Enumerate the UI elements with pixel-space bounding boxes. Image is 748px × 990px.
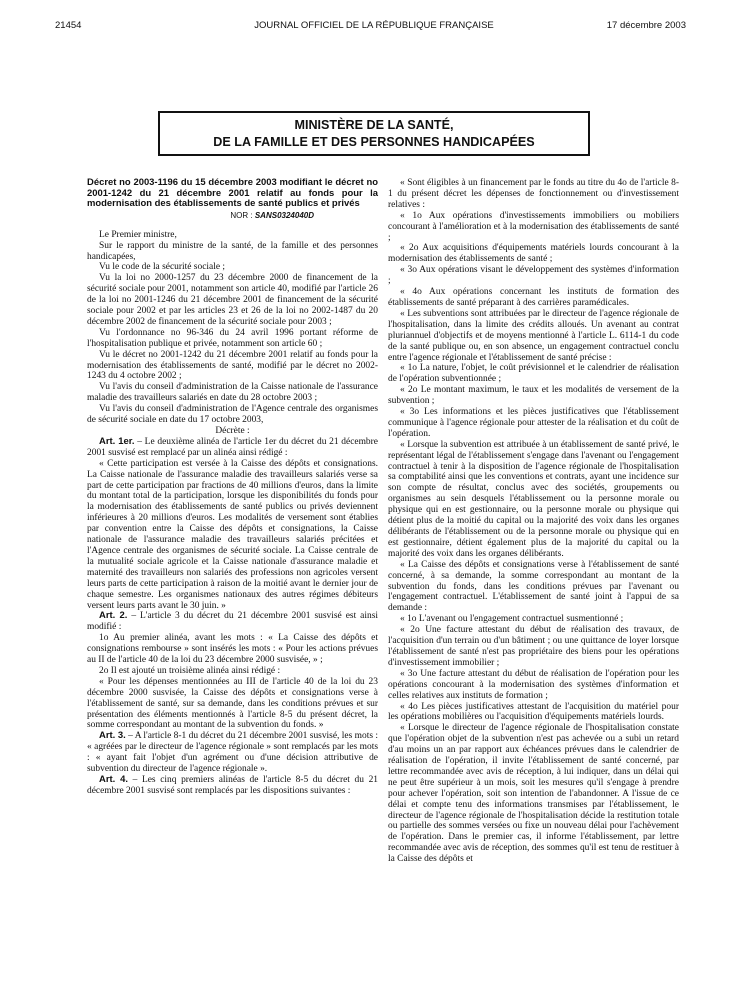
publication-date: 17 décembre 2003: [606, 20, 686, 31]
paragraph: Décrète :: [215, 426, 250, 436]
page-number: 21454: [55, 20, 82, 31]
paragraph: Vu l'avis du conseil d'administration de l'Agence centrale des organismes de sécurité sociale en date du 17 octobre 2003,: [87, 404, 378, 426]
paragraph: « 4o Aux opérations concernant les instituts de formation des établissements de santé préparant à des carrières paramédicales.: [388, 287, 679, 308]
paragraph: [87, 775, 378, 797]
paragraph: « 4o Les pièces justificatives attestant de l'acquisition du matériel pour les opérations mobilières ou l'acquisition d'équipements matériels lourds.: [388, 701, 679, 723]
paragraph: « Cette participation est versée à la Caisse des dépôts et consignations. La Caisse nationale de l'assurance maladie des travailleurs salariés verse sa part de cette participation par fractions de 40 millions d'euros, dans la limite du montant total de la participation, lorsque les disponibilités du fonds pour la modernisation des établissements de santé publics ou privés deviennent inférieures à 20 millions d'euros. Les modalités de versement sont établies par convention entre la Caisse des dépôts et consignations, la Caisse nationale de l'assurance maladie des travailleurs salariés précitées et l'Agence centrale des organismes de sécurité sociale. La Caisse centrale de la mutualité sociale agricole et la Caisse nationale d'assurance maladie et maternité des travailleurs non salariés des professions non agricoles versent leurs parts de cette participation à raison de la moitié avant le dernier jour de chaque semestre. Les organismes nationaux des autres régimes débiteurs versent leurs parts avant le 30 juin. »: [87, 458, 378, 611]
paragraph: « 3o Aux opérations visant le développement des systèmes d'information ;: [388, 265, 679, 287]
paragraph: « 2o Le montant maximum, le taux et les modalités de versement de la subvention ;: [388, 385, 679, 407]
ministry-line-2: DE LA FAMILLE ET DES PERSONNES HANDICAPÉES: [213, 135, 535, 149]
paragraph: « Lorsque la subvention est attribuée à un établissement de santé privé, le représentant légal de l'établissement s'engage dans l'avenant ou l'engagement contractuel à tenir à la disposition de l'agence régionale de l'hospitalisation sa comptabilité ainsi que les conventions et contrats, ayant une incidence sur son compte de résultat, conclus avec des sociétés, groupements ou organismes au sein desquels l'établissement ou la personne morale ou physique qui en est gestionnaire, ou la personne morale ou physique qui détient plus de la moitié du capital ou la majorité des voix dans les organes délibérants de l'établissement ou de la personne morale ou physique qui en est gestionnaire, détient également plus de la majorité du capital ou la majorité des voix dans les organes délibérants.: [388, 439, 679, 559]
article-text: – L'article 3 du décret du 21 décembre 2001 susvisé est ainsi modifié :: [87, 611, 378, 633]
paragraph: Vu l'ordonnance no 96-346 du 24 avril 1996 portant réforme de l'hospitalisation publique et privée, notamment son article 60 ;: [87, 327, 378, 349]
decree-title: Décret no 2003-1196 du 15 décembre 2003 modifiant le décret no 2001-1242 du 21 décembre 2001 relatif au fonds pour la modernisation des établissements de santé publics et privés: [87, 177, 378, 210]
nor-reference: [87, 211, 378, 222]
nor-code: SANS0324040D: [254, 210, 314, 220]
page-header: [0, 20, 748, 34]
paragraph: Vu le code de la sécurité sociale ;: [99, 262, 225, 273]
paragraph: « Pour les dépenses mentionnées au III de l'article 40 de la loi du 23 décembre 2000 susvisée, la Caisse des dépôts et consignations verse à l'établissement de santé, sur sa demande, dans les conditions prévues et sur présentation des éléments mentionnés à l'article 8-5 du présent décret, la somme correspondant au montant de la subvention du fonds. »: [87, 676, 378, 731]
journal-title: JOURNAL OFFICIEL DE LA RÉPUBLIQUE FRANÇAISE: [254, 20, 494, 31]
article-text: – Le deuxième alinéa de l'article 1er du décret du 21 décembre 2001 susvisé est remplacé par un alinéa ainsi rédigé :: [87, 436, 378, 458]
paragraph: « 1o L'avenant ou l'engagement contractuel susmentionné ;: [400, 614, 624, 625]
paragraph: « Sont éligibles à un financement par le fonds au titre du 4o de l'article 8-1 du présent décret les dépenses de fonctionnement ou d'investissement relatives :: [388, 178, 679, 210]
paragraph: « 2o Une facture attestant du début de réalisation des travaux, de l'acquisition d'un terrain ou d'un bâtiment ; ou une quittance de loyer lorsque l'établissement de santé n'est pas propriétaire des biens pour les opérations d'investissement immobilier ;: [388, 625, 679, 668]
paragraph: 2o Il est ajouté un troisième alinéa ainsi rédigé :: [99, 665, 281, 676]
paragraph: « Lorsque le directeur de l'agence régionale de l'hospitalisation constate que l'opération objet de la subvention n'est pas achevée ou a subi un retard d'au moins un an par rapport aux échéances prévues dans le calendrier de réalisation de l'opération, il invite l'établissement de santé concerné, par lettre recommandée avec avis de réception, à lui indiquer, dans un délai qui ne peut être supérieur à un mois, soit les mesures qu'il s'engage à prendre pour achever l'opération, soit son intention de l'abandonner. A l'issue de ce délai et compte tenu des informations transmises par l'établissement, le directeur de l'agence régionale de l'hospitalisation décide la restitution totale ou partielle des sommes versées ou fixe un nouveau délai pour l'achèvement de l'opération. Dans le premier cas, il informe l'établissement, par lettre recommandée avec avis de réception, des sommes qu'il est tenu de restituer à la Caisse des dépôts et: [388, 723, 679, 865]
article-text: – A l'article 8-1 du décret du 21 décembre 2001 susvisé, les mots : « agréées par le directeur de l'agence régionale » sont remplacés par les mots : « ayant fait l'objet d'un agrément ou d'une décision attributive de subvention du directeur de l'agence régionale ».: [87, 731, 378, 775]
paragraph: Le Premier ministre,: [99, 229, 177, 240]
article-label: Art. 1er.: [99, 435, 135, 447]
paragraph: 1o Au premier alinéa, avant les mots : « La Caisse des dépôts et consignations rembourse » sont insérés les mots : « Pour les actions prévues au II de l'article 40 de la loi du 23 décembre 2000 susvisée, » ;: [87, 633, 378, 666]
nor-label: NOR :: [230, 210, 253, 220]
ministry-heading-box: [158, 111, 590, 156]
paragraph: « 3o Une facture attestant du début de réalisation de l'opération pour les opérations concourant à la modernisation des systèmes d'information et celles relatives aux instituts de formation ;: [388, 668, 679, 701]
paragraph: « 2o Aux acquisitions d'équipements matériels lourds concourant à la modernisation des établissements de santé ;: [388, 243, 679, 265]
article-label: Art. 4.: [99, 774, 129, 785]
ministry-line-1: MINISTÈRE DE LA SANTÉ,: [294, 118, 454, 132]
paragraph: Vu le décret no 2001-1242 du 21 décembre 2001 relatif au fonds pour la modernisation des établissements de santé, modifié par le décret no 2002-1243 du 4 octobre 2002 ;: [87, 349, 378, 382]
paragraph: « 1o Aux opérations d'investissements immobiliers ou mobiliers concourant à l'amélioration et à la modernisation des établissements de santé ;: [388, 210, 679, 243]
paragraph: « 3o Les informations et les pièces justificatives que l'établissement communique à l'agence régionale pour attester de la réalisation et du coût de l'opération.: [388, 407, 679, 439]
paragraph: [87, 437, 378, 459]
paragraph: Sur le rapport du ministre de la santé, de la famille et des personnes handicapées,: [87, 240, 378, 262]
paragraph: « La Caisse des dépôts et consignations verse à l'établissement de santé concerné, à sa demande, la somme correspondant au montant de la subvention du fonds, dans les conditions prévues par l'avenant ou l'engagement contractuel. L'établissement de santé joint à l'appui de sa demande :: [388, 559, 679, 614]
paragraph: Vu l'avis du conseil d'administration de la Caisse nationale de l'assurance maladie des travailleurs salariés en date du 28 octobre 2003 ;: [87, 382, 378, 404]
paragraph: Vu la loi no 2000-1257 du 23 décembre 2000 de financement de la sécurité sociale pour 2001, notamment son article 40, modifié par l'article 26 de la loi no 2001-1246 du 21 décembre 2001 de financement de la sécurité sociale pour 2002 et par les articles 23 et 26 de la loi no 2002-1487 du 20 décembre 2002 de financement de la sécurité sociale pour 2003 ;: [87, 273, 378, 327]
paragraph: [87, 611, 378, 633]
article-label: Art. 3.: [99, 730, 126, 742]
paragraph: « 1o La nature, l'objet, le coût prévisionnel et le calendrier de réalisation de l'opération subventionnée ;: [388, 363, 679, 385]
article-text: – Les cinq premiers alinéas de l'article 8-5 du décret du 21 décembre 2001 susvisé sont remplacés par les dispositions suivantes :: [87, 775, 379, 796]
article-label: Art. 2.: [99, 610, 128, 622]
right-column: [388, 178, 679, 865]
left-column: [87, 178, 378, 797]
paragraph: [87, 731, 378, 775]
paragraph: « Les subventions sont attribuées par le directeur de l'agence régionale de l'hospitalisation, dans la limite des crédits alloués. Un avenant au contrat pluriannuel d'objectifs et de moyens mentionné à l'article L. 6114-1 du code de la santé publique ou, en son absence, un engagement contractuel conclu entre l'agence régionale et l'établissement de santé précise :: [388, 308, 679, 363]
